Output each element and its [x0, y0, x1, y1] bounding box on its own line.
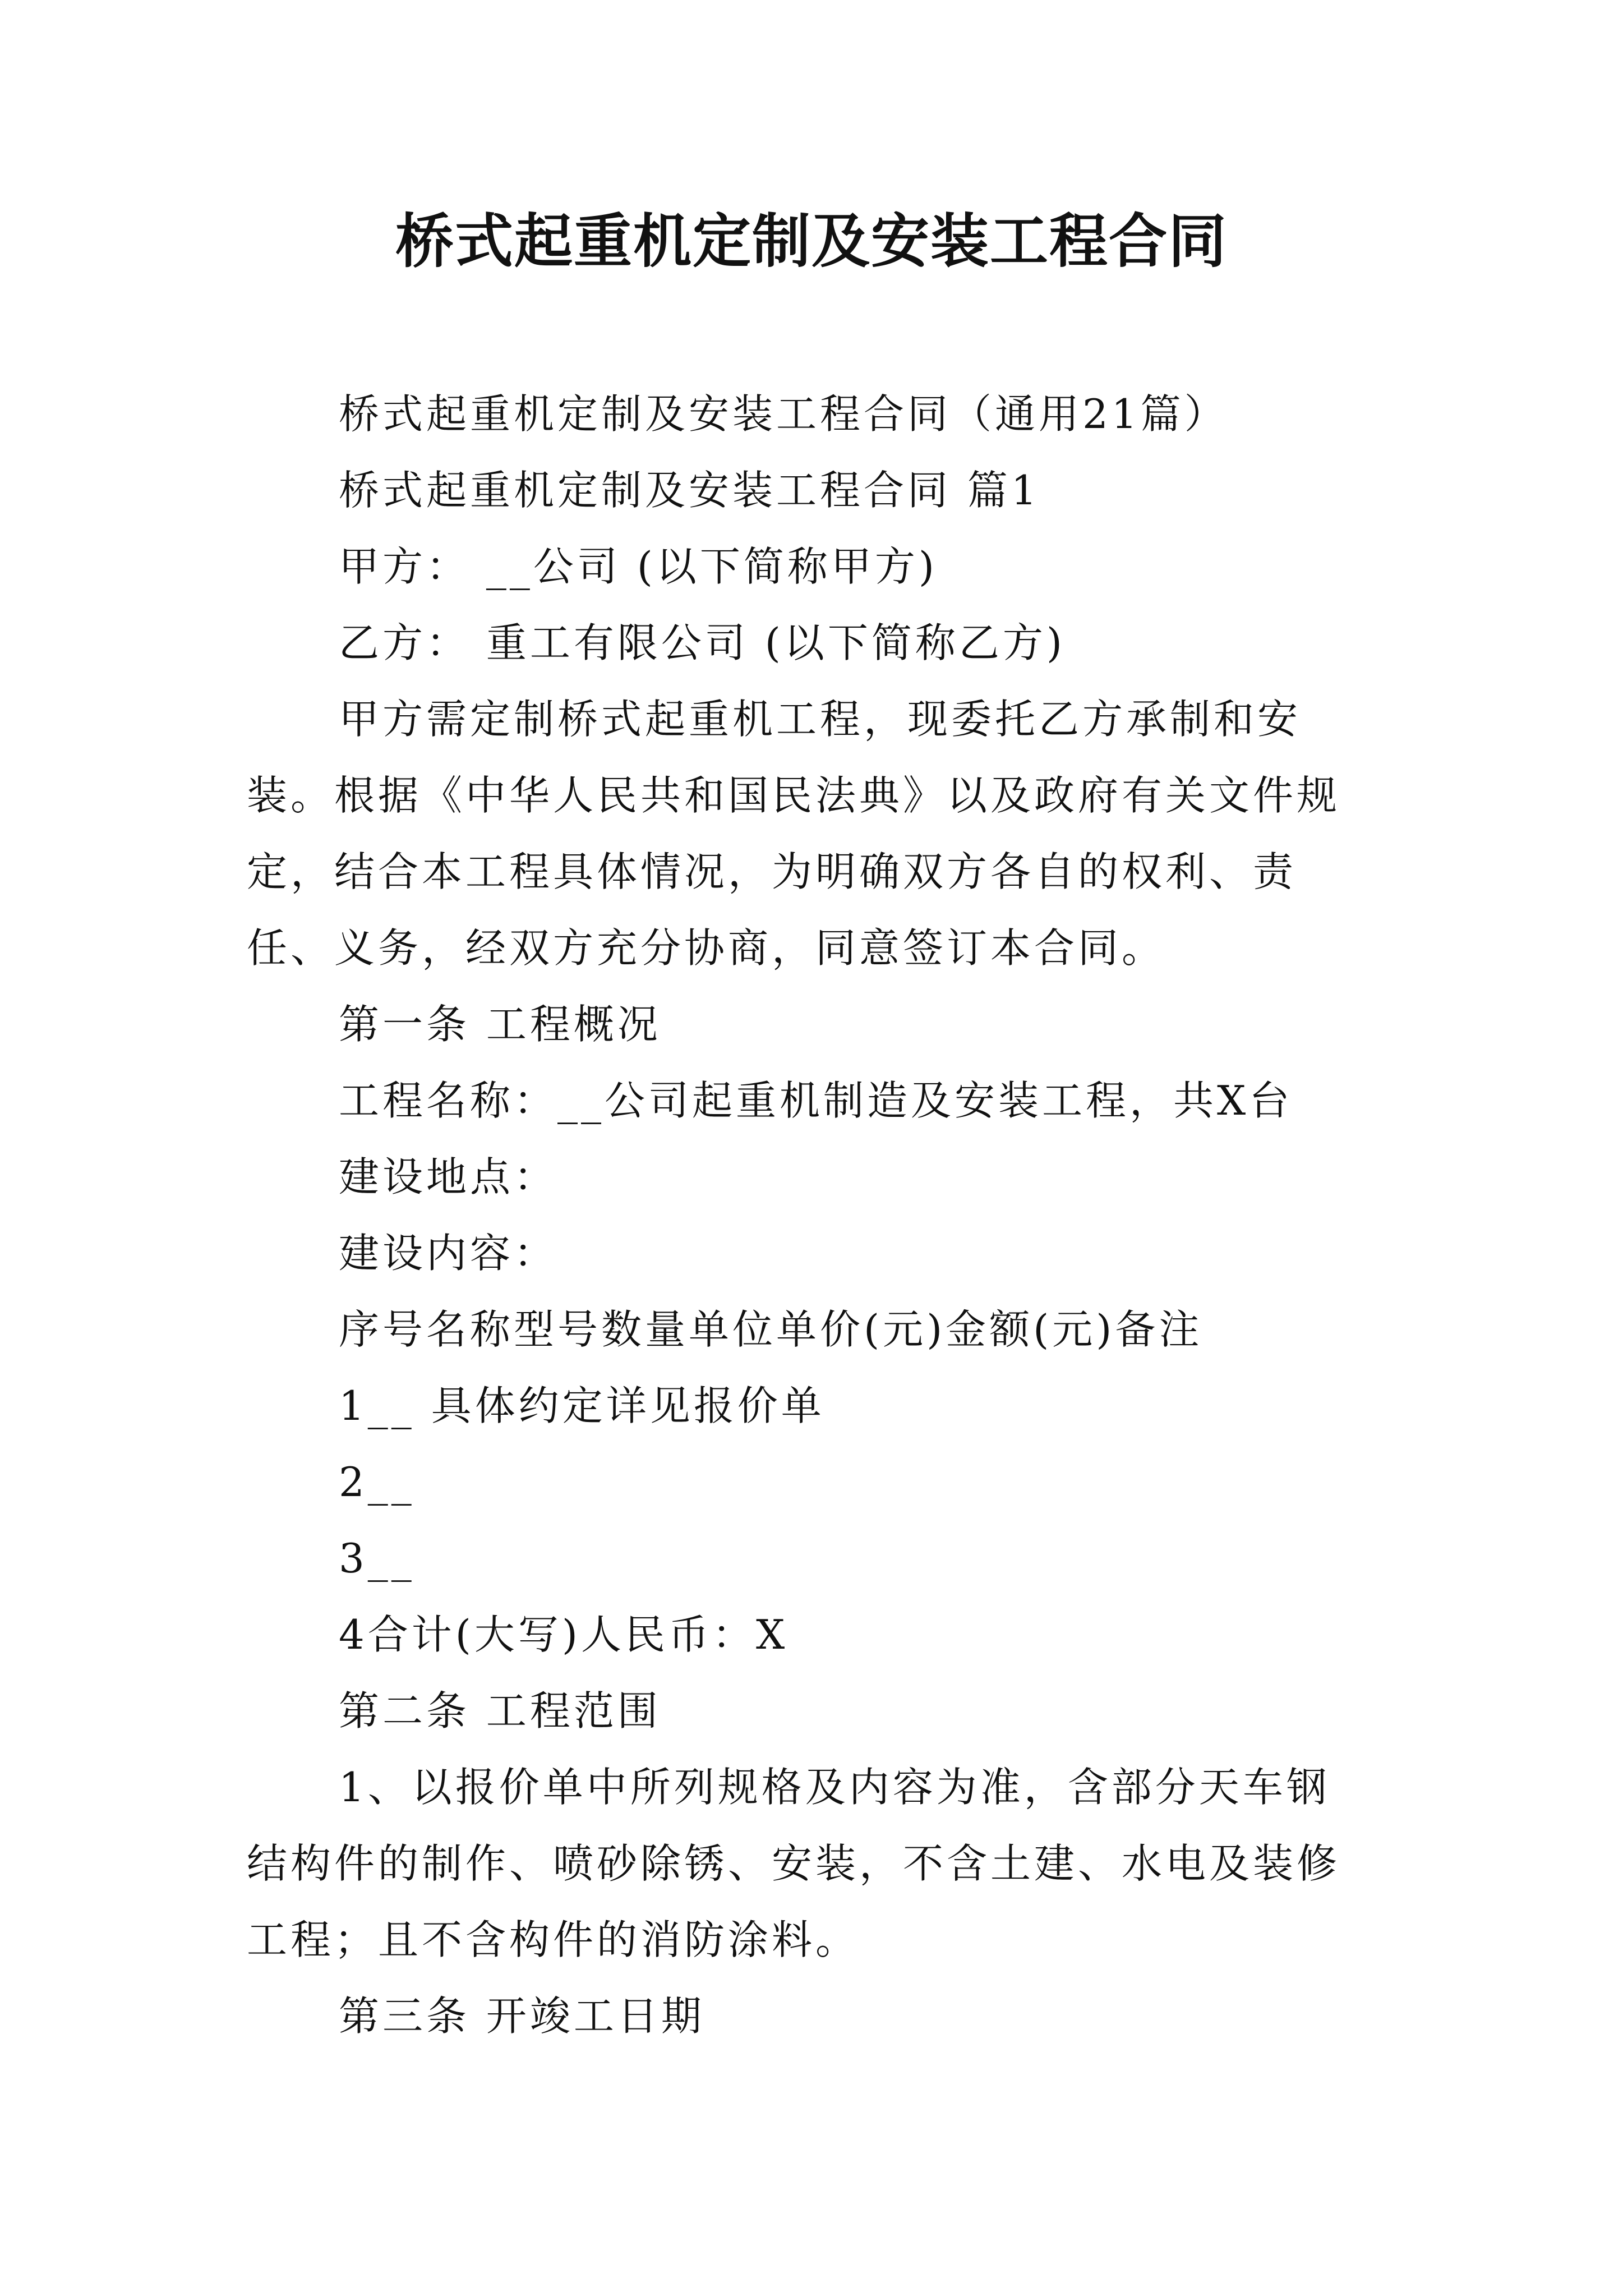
document-body: [247, 376, 1368, 2054]
article-2-heading: 第二条 工程范围: [339, 1687, 661, 1734]
table-row: 3__: [339, 1535, 415, 1582]
article-1-heading: 第一条 工程概况: [339, 1001, 661, 1048]
intro-paragraph: 甲方需定制桥式起重机工程，现委托乙方承制和安装。根据《中华人民共和国民法典》以及政府有关文件规定，结合本工程具体情况，为明确双方各自的权利、责任、义务，经双方充分协商，同意签订本合同。: [247, 696, 1341, 972]
document-title: 桥式起重机定制及安装工程合同: [395, 206, 1228, 275]
table-row: 1__ 具体约定详见报价单: [339, 1382, 825, 1429]
article-3-heading: 第三条 开竣工日期: [339, 1993, 705, 2040]
project-name-line: 工程名称：__公司起重机制造及安装工程，共X台: [339, 1077, 1293, 1124]
table-total-row: 4合计(大写)人民币：X: [339, 1611, 789, 1658]
party-a-line: 甲方： __公司 (以下简称甲方): [339, 543, 938, 590]
scope-item-1: 1、以报价单中所列规格及内容为准，含部分天车钢结构件的制作、喷砂除锈、安装，不含土建、水电及装修工程；且不含构件的消防涂料。: [247, 1764, 1341, 1963]
table-header-line: 序号名称型号数量单位单价(元)金额(元)备注: [339, 1306, 1203, 1353]
table-row: 2__: [339, 1458, 415, 1506]
part-heading: 桥式起重机定制及安装工程合同 篇1: [339, 467, 1040, 514]
document-subtitle: 桥式起重机定制及安装工程合同（通用21篇）: [339, 390, 1228, 438]
party-b-line: 乙方： 重工有限公司 (以下简称乙方): [339, 619, 1066, 666]
construction-content-line: 建设内容：: [339, 1230, 558, 1277]
construction-site-line: 建设地点：: [339, 1153, 558, 1200]
